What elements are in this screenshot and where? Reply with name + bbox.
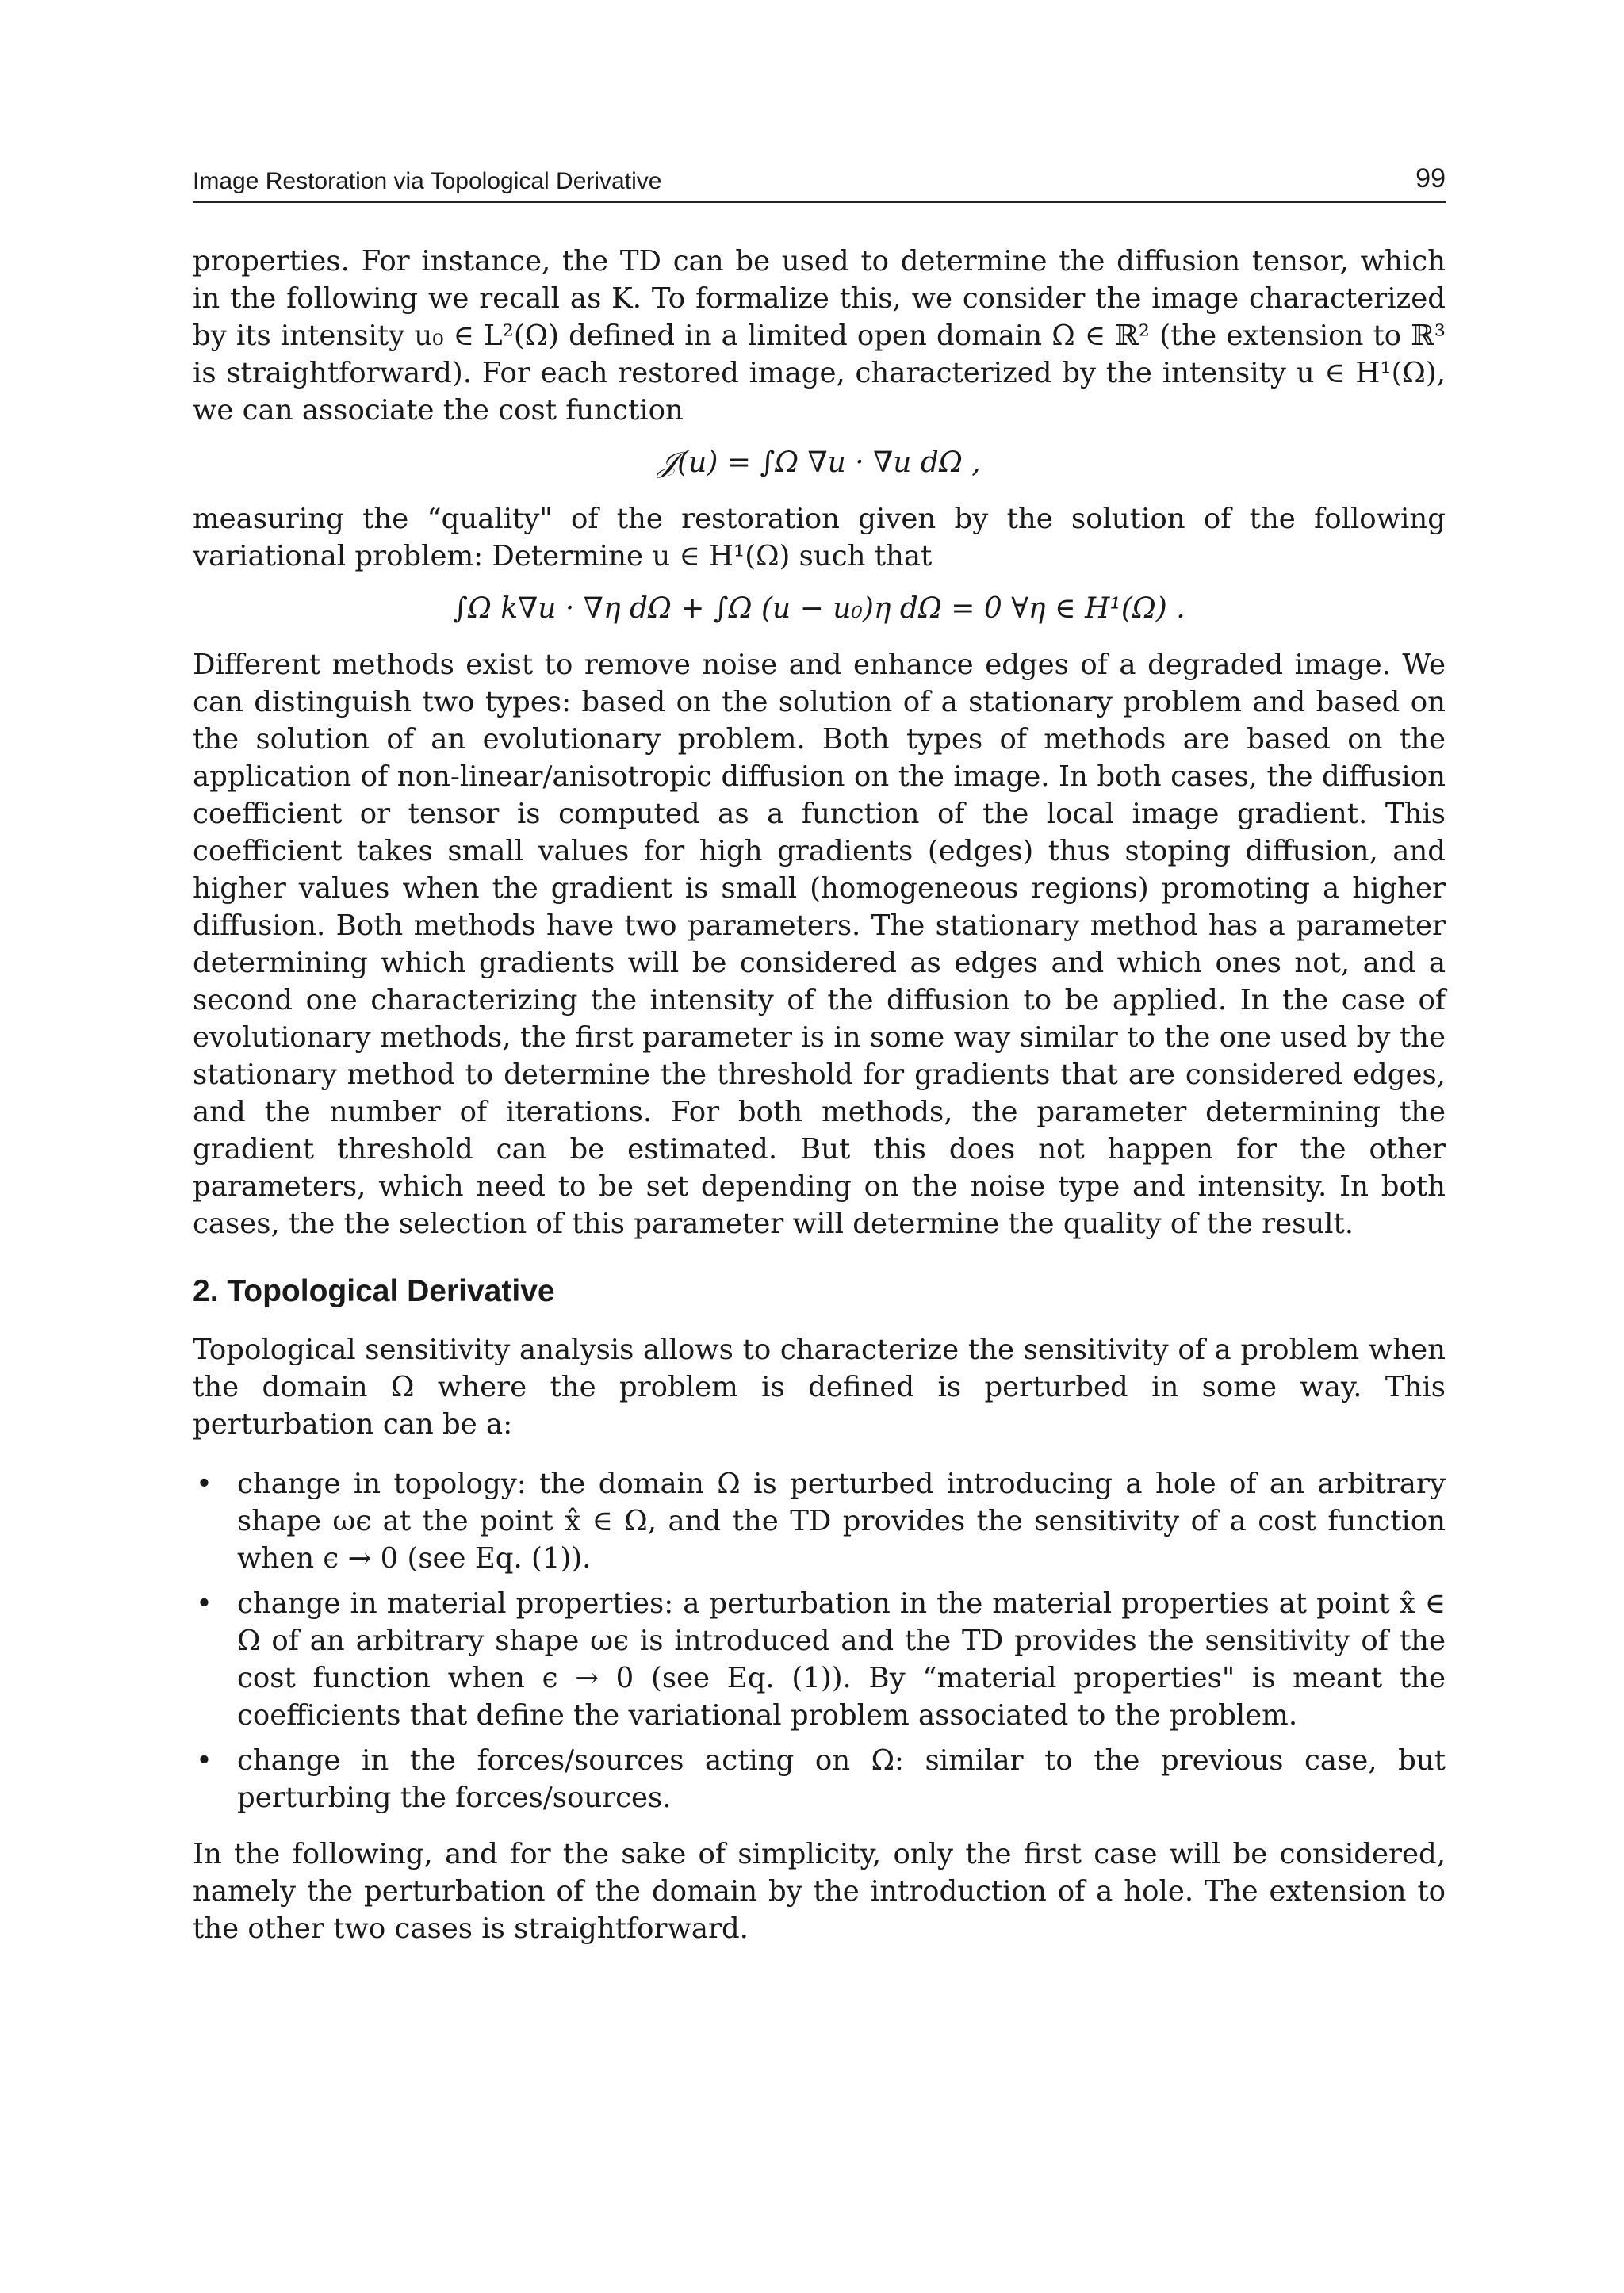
- list-item: • change in material properties: a perturbation in the material properties at point x̂ ∈ Ω of an arbitrary shape ωϵ is introduced and the TD provides the sensitivity of the cost function when ϵ → 0 (see Eq. (1)). By “material properties" is meant the coefficients that define the variational problem associated to the problem.: [193, 1585, 1446, 1734]
- running-title: Image Restoration via Topological Derivative: [193, 168, 662, 194]
- main-content: [193, 243, 1446, 1947]
- list-item: • change in topology: the domain Ω is perturbed introducing a hole of an arbitrary shape ωϵ at the point x̂ ∈ Ω, and the TD provides the sensitivity of a cost function when ϵ → 0 (see Eq. (1)).: [193, 1465, 1446, 1577]
- paragraph-3: Different methods exist to remove noise and enhance edges of a degraded image. We can distinguish two types: based on the solution of a stationary problem and based on the solution of an evolutionary problem. Both types of methods are based on the application of non-linear/anisotropic diffusion on the image. In both cases, the diffusion coefficient or tensor is computed as a function of the local image gradient. This coefficient takes small values for high gradients (edges) thus stoping diffusion, and higher values when the gradient is small (homogeneous regions) promoting a higher diffusion. Both methods have two parameters. The stationary method has a parameter determining which gradients will be considered as edges and which ones not, and a second one characterizing the intensity of the diffusion to be applied. In the case of evolutionary methods, the first parameter is in some way similar to the one used by the stationary method to determine the threshold for gradients that are considered edges, and the number of iterations. For both methods, the parameter determining the gradient threshold can be estimated. But this does not happen for the other parameters, which need to be set depending on the noise type and intensity. In both cases, the the selection of this parameter will determine the quality of the result.: [193, 649, 1446, 1240]
- paragraph-5: In the following, and for the sake of simplicity, only the first case will be considered, namely the perturbation of the domain by the introduction of a hole. The extension to the other two cases is straightforward.: [193, 1838, 1446, 1945]
- page-number: 99: [1415, 163, 1446, 193]
- equation-cost-function: 𝒥(u) = ∫Ω ∇u · ∇u dΩ ,: [657, 446, 981, 479]
- equation-variational-problem: ∫Ω k∇u · ∇η dΩ + ∫Ω (u − u₀)η dΩ = 0 ∀η ∈ H¹(Ω) .: [453, 592, 1185, 625]
- paragraph-2: measuring the “quality" of the restoration given by the solution of the following variational problem: Determine u ∈ H¹(Ω) such that: [193, 503, 1446, 572]
- paragraph-1: properties. For instance, the TD can be used to determine the diffusion tensor, which in the following we recall as K. To formalize this, we consider the image characterized by its intensity u₀ ∈ L²(Ω) defined in a limited open domain Ω ∈ ℝ² (the extension to ℝ³ is straightforward). For each restored image, characterized by the intensity u ∈ H¹(Ω), we can associate the cost function: [193, 245, 1446, 427]
- list-item: • change in the forces/sources acting on Ω: similar to the previous case, but perturbing the forces/sources.: [193, 1742, 1446, 1816]
- paragraph-4: Topological sensitivity analysis allows to characterize the sensitivity of a problem when the domain Ω where the problem is defined is perturbed in some way. This perturbation can be a:: [193, 1334, 1446, 1441]
- section-heading: 2. Topological Derivative: [193, 1274, 555, 1308]
- perturbation-list: [193, 1465, 1446, 1816]
- running-header: [193, 163, 1446, 203]
